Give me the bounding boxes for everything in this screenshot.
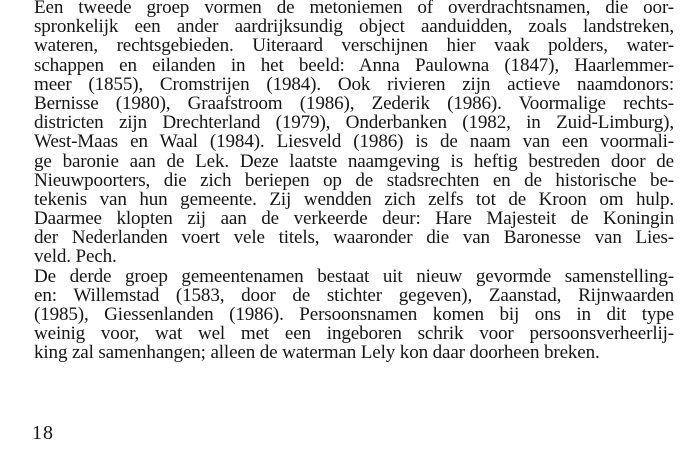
paragraph [34, 0, 674, 267]
text-line: schappen en eilanden in het beeld: Anna Paulowna (1847), Haarlemmer- [34, 54, 674, 76]
text-line: districten zijn Drechterland (1979), Onderbanken (1982, in Zuid-Limburg), [34, 112, 674, 134]
text-line: Een tweede groep vormen de metoniemen of overdrachtsnamen, die oor- [34, 0, 674, 18]
text-line: tekenis van hun gemeente. Zij wendden zich zelfs tot de Kroon om hulp. [34, 188, 674, 210]
page-number: 18 [32, 422, 54, 444]
text-line: Bernisse (1980), Graafstroom (1986), Zederik (1986). Voormalige rechts- [34, 92, 674, 114]
text-line: De derde groep gemeentenamen bestaat uit nieuw gevormde samenstelling- [34, 265, 674, 287]
body-text [34, 0, 674, 363]
text-line: Nieuwpoorters, die zich beriepen op de stadsrechten en de historische be- [34, 169, 674, 191]
text-line: wateren, rechtsgebieden. Uiteraard verschijnen hier vaak polders, water- [34, 35, 674, 57]
text-line: en: Willemstad (1583, door de stichter gegeven), Zaanstad, Rijnwaarden [34, 284, 674, 306]
text-line: (1985), Giessenlanden (1986). Persoonsnamen komen bij ons in dit type [34, 304, 674, 325]
text-line: veld. Pech. [34, 246, 117, 268]
text-line: West-Maas en Waal (1984). Liesveld (1986) is de naam van een voormali- [34, 131, 674, 153]
text-line: meer (1855), Cromstrijen (1984). Ook rivieren zijn actieve naamdonors: [34, 73, 674, 95]
text-line: king zal samenhangen; alleen de waterman Lely kon daar doorheen breken. [34, 342, 600, 364]
text-line: Daarmee klopten zij aan de verkeerde deur: Hare Majesteit de Koningin [34, 208, 674, 230]
text-line: weinig voor, wat wel met een ingeboren schrik voor persoonsverheerlij- [34, 323, 674, 345]
text-line: der Nederlanden voert vele titels, waaronder die van Baronesse van Lies- [34, 227, 674, 249]
text-line: ge baronie aan de Lek. Deze laatste naamgeving is heftig bestreden door de [34, 150, 674, 172]
paragraph [34, 267, 674, 363]
text-line: spronkelijk een ander aardrijksundig object aanduidden, zoals landstreken, [34, 16, 674, 38]
